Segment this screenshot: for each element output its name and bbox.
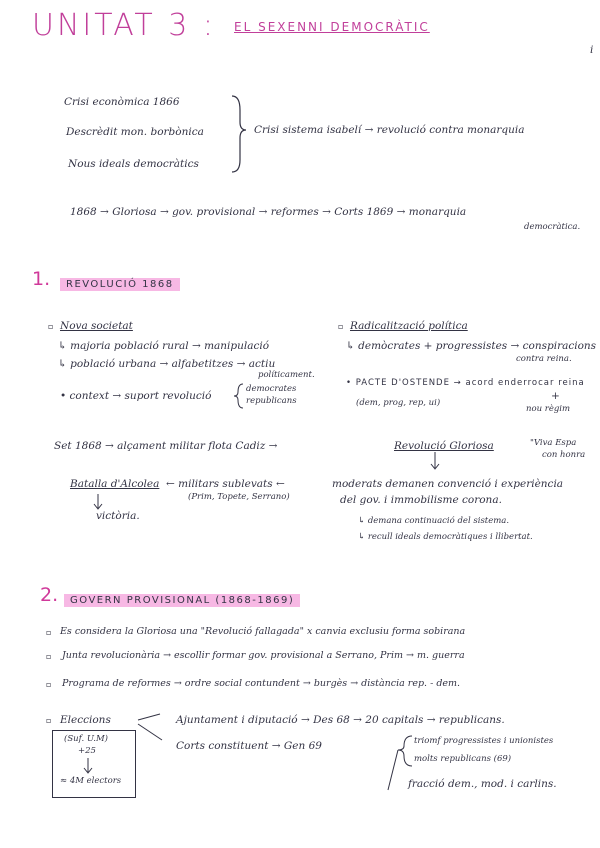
- intro-result: Crisi sistema isabelí → revolució contra monarquia: [254, 124, 525, 136]
- eleccions-fork-down: [138, 724, 162, 740]
- square-bullet-icon: ▫: [46, 628, 52, 637]
- square-bullet-icon: ▫: [48, 322, 54, 331]
- fraccio: fracció dem., mod. i carlins.: [408, 778, 557, 790]
- right-item-2: contra reina.: [516, 354, 572, 364]
- section-2-title: GOVERN PROVISIONAL (1868-1869): [64, 594, 300, 607]
- left-heading: Nova societat: [60, 320, 133, 332]
- square-bullet-icon: ▫: [46, 680, 52, 689]
- left-bullet: • context → suport revolució: [60, 390, 212, 402]
- intro-timeline: 1868 → Gloriosa → gov. provisional → reformes → Corts 1869 → monarquia: [70, 206, 467, 218]
- militars-sub: (Prim, Topete, Serrano): [188, 492, 290, 502]
- cause-3: Nous ideals democràtics: [68, 158, 199, 170]
- viva-espana: "Viva Espa: [530, 438, 577, 448]
- pacte-sub: (dem, prog, rep, ui): [356, 398, 441, 408]
- intro-timeline-cont: democràtica.: [524, 222, 581, 232]
- eleccions-fork-up: [138, 714, 160, 720]
- batalla-alcolea: Batalla d'Alcolea: [70, 478, 160, 490]
- right-heading: Radicalització política: [350, 320, 468, 332]
- right-item-1: ↳ demòcrates + progressistes → conspiracions: [346, 340, 597, 352]
- left-item-3: políticament.: [258, 370, 315, 380]
- corts-brace: [398, 736, 412, 766]
- triomf: triomf progressistes i unionistes: [414, 736, 554, 746]
- section-1-number: 1.: [32, 268, 51, 290]
- square-bullet-icon: ▫: [46, 652, 52, 661]
- demana: ↳ demana continuació del sistema.: [358, 516, 510, 526]
- box-line-2: +25: [78, 746, 96, 756]
- left-item-2: ↳ població urbana → alfabetitzes → actiu: [58, 358, 276, 370]
- square-bullet-icon: ▫: [46, 716, 52, 725]
- triomf-2: molts republicans (69): [414, 754, 512, 764]
- context-brace: [234, 384, 243, 408]
- left-brace-1: democrates: [246, 384, 297, 394]
- recull: ↳ recull ideals democràtiques i llibertat.: [358, 532, 533, 542]
- moderats-2: del gov. i immobilisme corona.: [340, 494, 502, 506]
- cause-2: Descrèdit mon. borbònica: [66, 126, 204, 138]
- unit-subtitle: EL SEXENNI DEMOCRÀTIC: [234, 20, 430, 34]
- corts-constituent: Corts constituent → Gen 69: [176, 740, 322, 752]
- gov-item-3: Programa de reformes → ordre social contundent → burgès → distància rep. - dem.: [62, 678, 461, 689]
- pacte-regim: nou règim: [526, 404, 571, 414]
- eleccions: Eleccions: [60, 714, 111, 726]
- left-item-1: ↳ majoria població rural → manipulació: [58, 340, 270, 352]
- gov-item-1: Es considera la Gloriosa una "Revolució fallagada" x canvia exclusiu forma sobirana: [60, 626, 466, 637]
- moderats-1: moderats demanen convenció i experiència: [332, 478, 564, 490]
- corner-mark: i: [590, 44, 594, 56]
- box-result: ≈ 4M electors: [60, 776, 122, 786]
- unit-title: UNITAT 3 :: [32, 8, 217, 43]
- revolucio-gloriosa: Revolució Gloriosa: [394, 440, 494, 452]
- box-line-1: (Suf. U.M): [64, 734, 108, 744]
- intro-brace: [232, 96, 246, 172]
- militars-sublevats: ← militars sublevats ←: [166, 478, 285, 490]
- ajuntament: Ajuntament i diputació → Des 68 → 20 capitals → republicans.: [176, 714, 505, 726]
- viva-espana-2: con honra: [542, 450, 586, 460]
- square-bullet-icon: ▫: [338, 322, 344, 331]
- pacte-ostende: • PACTE D'OSTENDE → acord enderrocar reina: [346, 378, 585, 388]
- section-1-title: REVOLUCIÓ 1868: [60, 278, 180, 291]
- left-brace-2: republicans: [246, 396, 297, 406]
- victoria: victòria.: [96, 510, 140, 522]
- gov-item-2: Junta revolucionària → escollir formar gov. provisional a Serrano, Prim → m. guerra: [62, 650, 465, 661]
- pacte-plus: +: [551, 390, 560, 402]
- cause-1: Crisi econòmica 1866: [64, 96, 180, 108]
- sept-1868: Set 1868 → alçament militar flota Cadiz →: [54, 440, 278, 452]
- section-2-number: 2.: [40, 584, 59, 606]
